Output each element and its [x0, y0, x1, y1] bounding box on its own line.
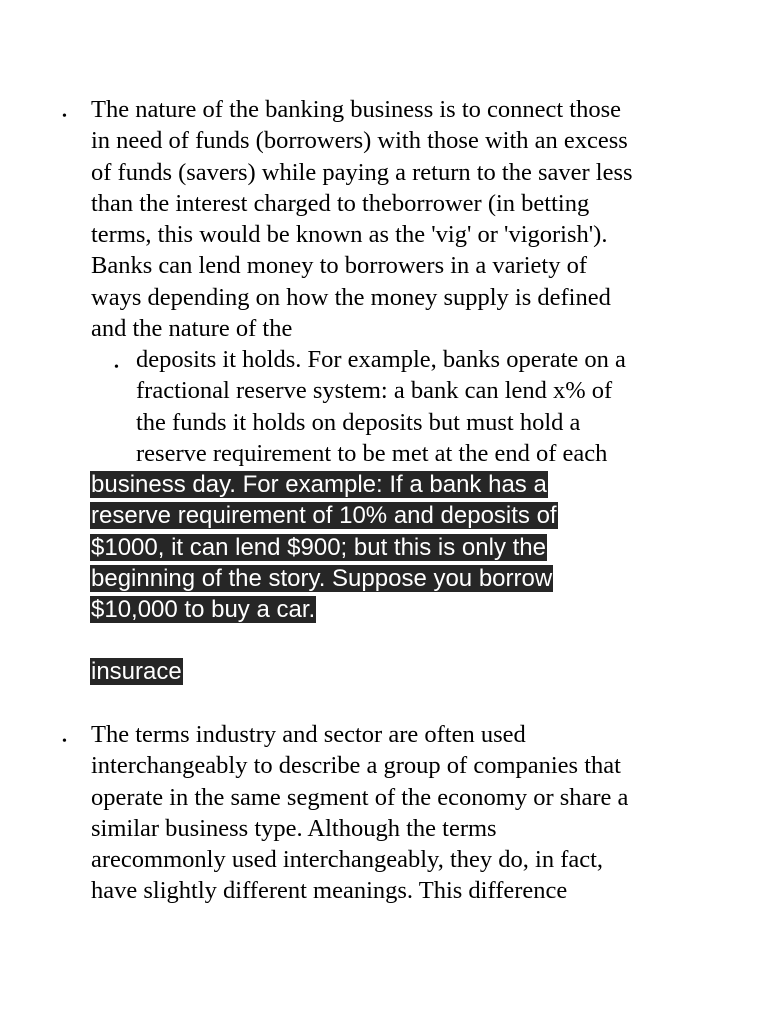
bullet-2: • — [62, 734, 67, 749]
highlight-line: $1000, it can lend $900; but this is only the — [91, 533, 546, 561]
highlighted-word-block — [90, 656, 183, 687]
highlight-line: beginning of the story. Suppose you borrow — [91, 564, 553, 592]
highlighted-text-block — [90, 469, 558, 625]
paragraph-banking-sub: deposits it holds. For example, banks operate on a fractional reserve system: a bank can lend x% of the funds it holds on deposits but must hold a reserve requirement to be met at the end of each — [136, 346, 626, 467]
paragraph-industry-sector: The terms industry and sector are often used interchangeably to describe a group of companies that operate in the same segment of the economy or share a similar business type. Although the terms arecommonly used interchangeably, they do, in fact, have slightly different meanings. This difference — [91, 721, 629, 905]
sub-bullet-1: • — [114, 360, 119, 375]
highlight-line: reserve requirement of 10% and deposits of — [91, 502, 557, 530]
highlight-word: insurace — [91, 658, 182, 685]
paragraph-banking: The nature of the banking business is to connect those in need of funds (borrowers) with those with an excess of funds (savers) while paying a return to the saver less than the interest charged to theborrower (in betting terms, this would be known as the 'vig' or 'vigorish'). Banks can lend money to borrowers in a variety of ways depending on how the money supply is defined and the nature of the — [91, 96, 633, 343]
highlight-line: $10,000 to buy a car. — [91, 596, 316, 624]
highlight-line: business day. For example: If a bank has a — [91, 471, 547, 498]
bullet-1: • — [62, 109, 67, 124]
